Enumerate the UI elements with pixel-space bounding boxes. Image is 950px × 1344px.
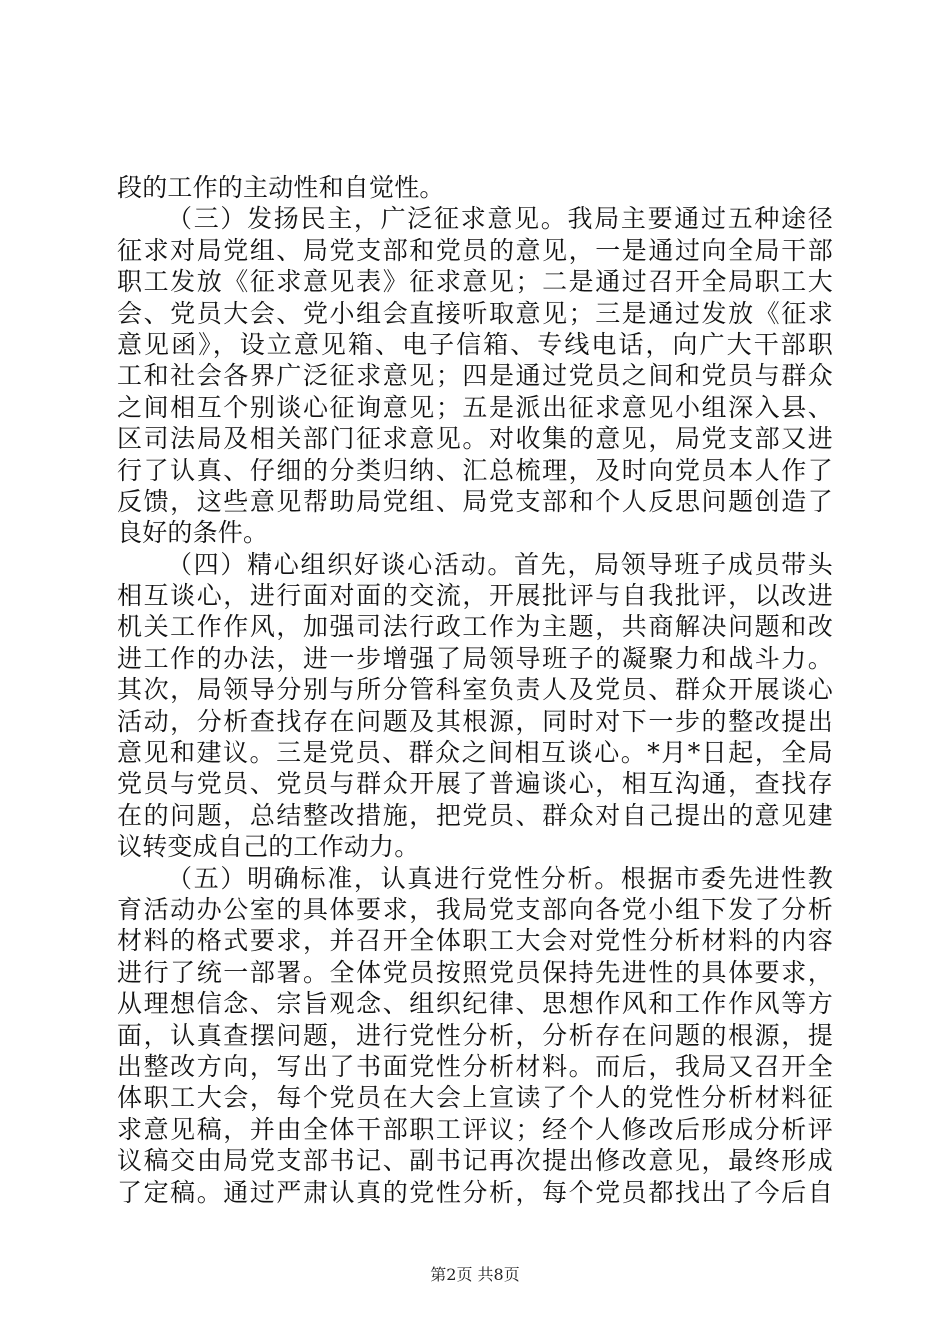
text-line: 相互谈心，进行面对面的交流，开展批评与自我批评，以改进 [117,581,833,611]
text-line: 出整改方向，写出了书面党性分析材料。而后，我局又召开全 [117,1051,833,1081]
text-line: 征求对局党组、局党支部和党员的意见，一是通过向全局干部 [117,235,833,265]
text-line: 反馈，这些意见帮助局党组、局党支部和个人反思问题创造了 [117,486,833,516]
text-line: 良好的条件。 [117,518,269,548]
page-number-footer: 第2页 共8页 [430,1265,520,1284]
paragraph-heading-line: （三）发扬民主，广泛征求意见。我局主要通过五种途径 [167,204,833,234]
paragraph-heading-line: （四）精心组织好谈心活动。首先，局领导班子成员带头 [167,549,833,579]
text-line: 机关工作作风，加强司法行政工作为主题，共商解决问题和改 [117,612,833,642]
text-line: 进工作的办法，进一步增强了局领导班子的凝聚力和战斗力。 [117,643,833,673]
text-line: 活动，分析查找存在问题及其根源，同时对下一步的整改提出 [117,706,833,736]
text-line: 会、党员大会、党小组会直接听取意见；三是通过发放《征求 [117,298,833,328]
text-line: 议转变成自己的工作动力。 [117,832,420,862]
text-line: 意见和建议。三是党员、群众之间相互谈心。*月*日起，全局 [117,738,833,768]
text-line: 从理想信念、宗旨观念、组织纪律、思想作风和工作作风等方 [117,989,833,1019]
text-line: 进行了统一部署。全体党员按照党员保持先进性的具体要求， [117,957,833,987]
text-line: 党员与党员、党员与群众开展了普遍谈心，相互沟通，查找存 [117,769,833,799]
text-line: 议稿交由局党支部书记、副书记再次提出修改意见，最终形成 [117,1146,833,1176]
text-line: 区司法局及相关部门征求意见。对收集的意见，局党支部又进 [117,424,833,454]
text-line: 育活动办公室的具体要求，我局党支部向各党小组下发了分析 [117,894,833,924]
text-line: 意见函》，设立意见箱、电子信箱、专线电话，向广大干部职 [117,329,833,359]
document-body [117,172,833,1208]
text-line: 行了认真、仔细的分类归纳、汇总梳理，及时向党员本人作了 [117,455,833,485]
text-line: 材料的格式要求，并召开全体职工大会对党性分析材料的内容 [117,926,833,956]
text-line: 段的工作的主动性和自觉性。 [117,173,445,202]
text-line: 工和社会各界广泛征求意见；四是通过党员之间和党员与群众 [117,361,833,391]
paragraph-heading-line: （五）明确标准，认真进行党性分析。根据市委先进性教 [167,863,833,893]
text-line: 面，认真查摆问题，进行党性分析，分析存在问题的根源，提 [117,1020,833,1050]
text-line: 体职工大会，每个党员在大会上宣读了个人的党性分析材料征 [117,1083,833,1113]
text-line: 之间相互个别谈心征询意见；五是派出征求意见小组深入县、 [117,392,833,422]
text-line: 了定稿。通过严肃认真的党性分析，每个党员都找出了今后自 [117,1177,833,1207]
text-line: 在的问题，总结整改措施，把党员、群众对自己提出的意见建 [117,800,833,830]
text-line: 职工发放《征求意见表》征求意见；二是通过召开全局职工大 [117,267,833,297]
text-line: 求意见稿，并由全体干部职工评议；经个人修改后形成分析评 [117,1114,833,1144]
text-line: 其次，局领导分别与所分管科室负责人及党员、群众开展谈心 [117,675,833,705]
